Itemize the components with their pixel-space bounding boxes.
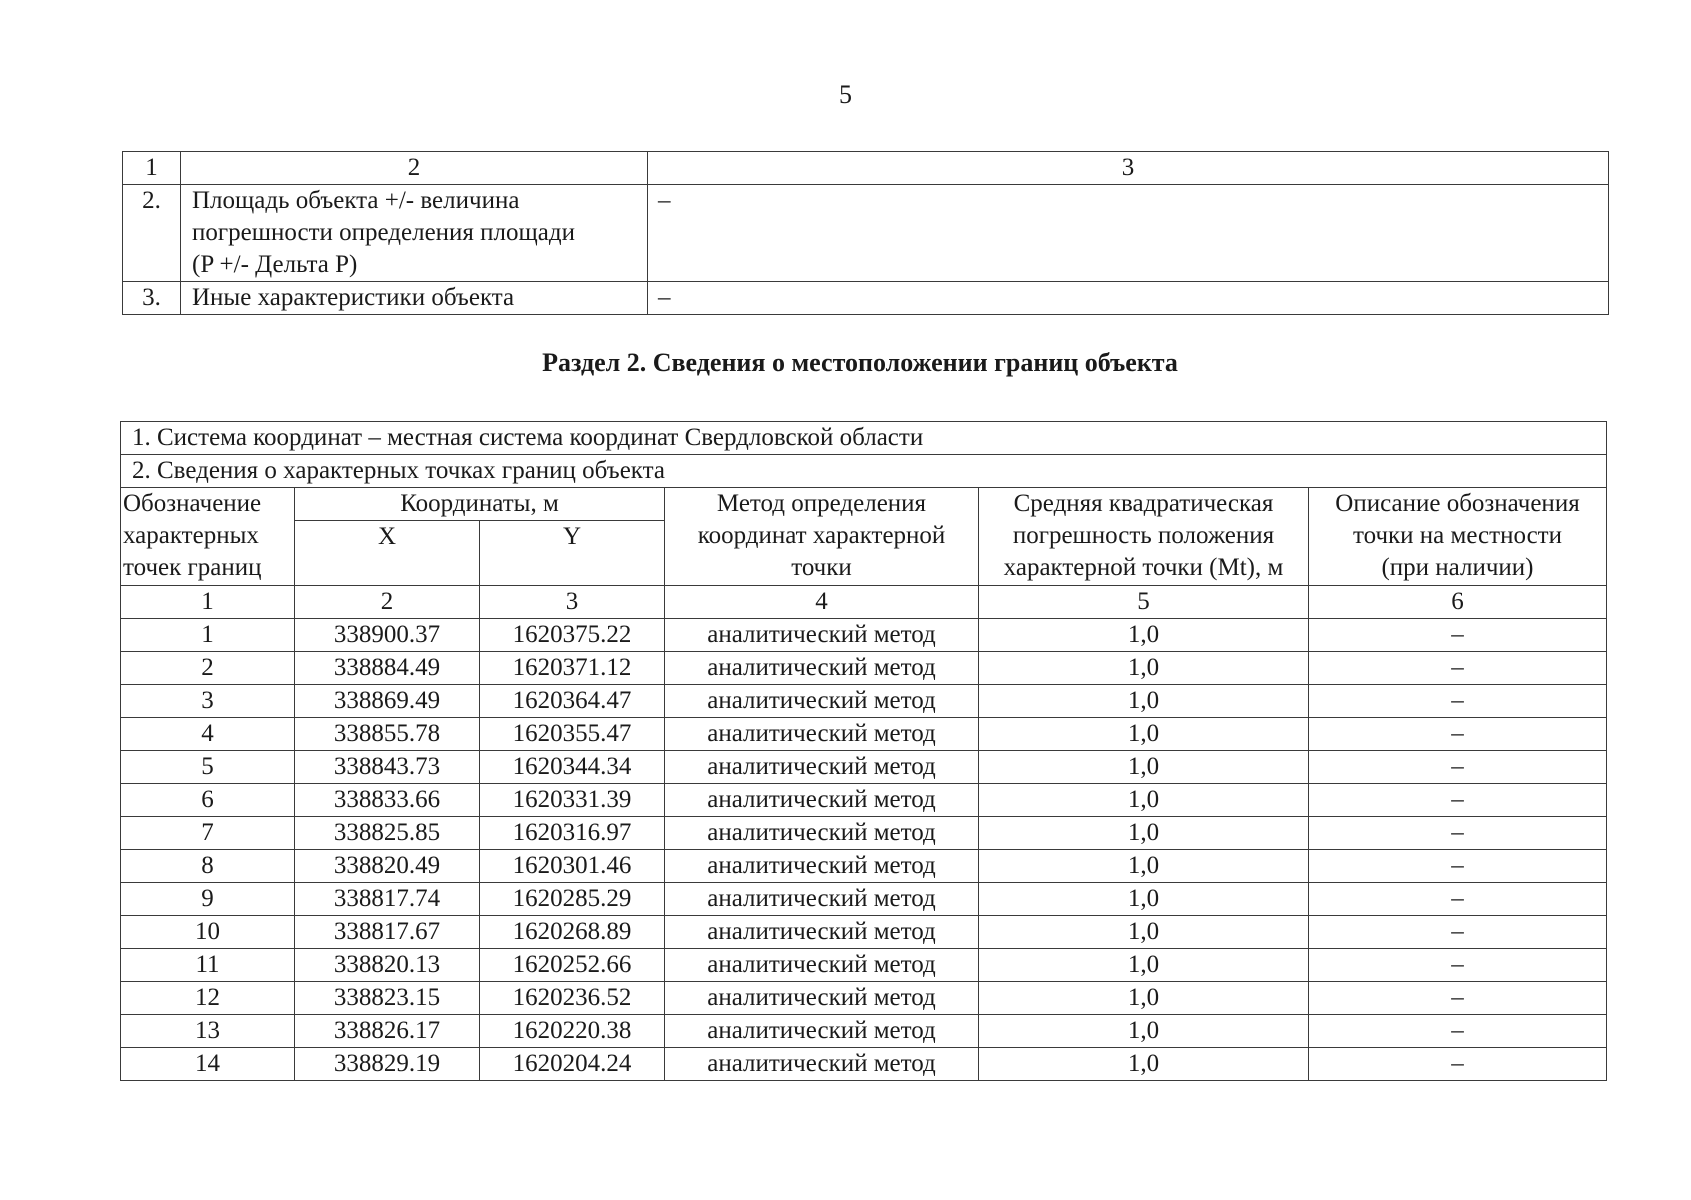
x-coordinate-cell: 338855.78 xyxy=(295,718,480,751)
method-cell: аналитический метод xyxy=(665,1015,979,1048)
error-cell: 1,0 xyxy=(979,916,1309,949)
x-coordinate-cell: 338884.49 xyxy=(295,652,480,685)
table1-row-name: Иные характеристики объекта xyxy=(181,282,648,315)
column-number: 4 xyxy=(665,586,979,619)
table-row xyxy=(121,751,1607,784)
table-row xyxy=(121,784,1607,817)
table-row xyxy=(121,982,1607,1015)
method-cell: аналитический метод xyxy=(665,784,979,817)
header-y: Y xyxy=(480,521,665,586)
x-coordinate-cell: 338820.49 xyxy=(295,850,480,883)
method-cell: аналитический метод xyxy=(665,949,979,982)
x-coordinate-cell: 338817.74 xyxy=(295,883,480,916)
error-cell: 1,0 xyxy=(979,817,1309,850)
column-number: 1 xyxy=(121,586,295,619)
y-coordinate-cell: 1620204.24 xyxy=(480,1048,665,1081)
table-row xyxy=(121,652,1607,685)
method-cell: аналитический метод xyxy=(665,982,979,1015)
header-designation: Обозначение характерных точек границ xyxy=(121,488,295,586)
method-cell: аналитический метод xyxy=(665,1048,979,1081)
point-number-cell: 8 xyxy=(121,850,295,883)
error-cell: 1,0 xyxy=(979,1048,1309,1081)
y-coordinate-cell: 1620364.47 xyxy=(480,685,665,718)
table1-header-col2: 2 xyxy=(181,152,648,185)
coord-system-row xyxy=(121,422,1607,455)
header-x: X xyxy=(295,521,480,586)
error-cell: 1,0 xyxy=(979,718,1309,751)
table1-header-col3: 3 xyxy=(648,152,1609,185)
description-cell: – xyxy=(1309,685,1607,718)
method-cell: аналитический метод xyxy=(665,685,979,718)
x-coordinate-cell: 338826.17 xyxy=(295,1015,480,1048)
x-coordinate-cell: 338869.49 xyxy=(295,685,480,718)
x-coordinate-cell: 338829.19 xyxy=(295,1048,480,1081)
table-row xyxy=(121,1015,1607,1048)
description-cell: – xyxy=(1309,916,1607,949)
table1-header-col1: 1 xyxy=(123,152,181,185)
table-row xyxy=(121,817,1607,850)
column-numbers-row xyxy=(121,586,1607,619)
point-number-cell: 12 xyxy=(121,982,295,1015)
points-title-row xyxy=(121,455,1607,488)
point-number-cell: 10 xyxy=(121,916,295,949)
point-number-cell: 4 xyxy=(121,718,295,751)
column-number: 2 xyxy=(295,586,480,619)
y-coordinate-cell: 1620375.22 xyxy=(480,619,665,652)
x-coordinate-cell: 338900.37 xyxy=(295,619,480,652)
area-line-1: Площадь объекта +/- величина xyxy=(192,187,520,214)
table-row xyxy=(121,916,1607,949)
point-number-cell: 11 xyxy=(121,949,295,982)
header-error: Средняя квадратическая погрешность положения характерной точки (Mt), м xyxy=(979,488,1309,586)
table1-header-row xyxy=(123,152,1609,185)
x-coordinate-cell: 338843.73 xyxy=(295,751,480,784)
error-cell: 1,0 xyxy=(979,652,1309,685)
x-coordinate-cell: 338817.67 xyxy=(295,916,480,949)
error-cell: 1,0 xyxy=(979,850,1309,883)
error-cell: 1,0 xyxy=(979,949,1309,982)
y-coordinate-cell: 1620268.89 xyxy=(480,916,665,949)
description-cell: – xyxy=(1309,949,1607,982)
point-number-cell: 14 xyxy=(121,1048,295,1081)
table1-row-value: – xyxy=(648,185,1609,282)
header-method: Метод определения координат характерной точки xyxy=(665,488,979,586)
column-number: 6 xyxy=(1309,586,1607,619)
x-coordinate-cell: 338823.15 xyxy=(295,982,480,1015)
method-cell: аналитический метод xyxy=(665,718,979,751)
table1-row-other xyxy=(123,282,1609,315)
points-body xyxy=(121,619,1607,1081)
y-coordinate-cell: 1620344.34 xyxy=(480,751,665,784)
table1-row-area xyxy=(123,185,1609,282)
y-coordinate-cell: 1620252.66 xyxy=(480,949,665,982)
point-number-cell: 3 xyxy=(121,685,295,718)
area-line-3: (P +/- Дельта P) xyxy=(192,251,358,278)
object-characteristics-table xyxy=(122,151,1609,315)
method-cell: аналитический метод xyxy=(665,817,979,850)
point-number-cell: 2 xyxy=(121,652,295,685)
description-cell: – xyxy=(1309,1015,1607,1048)
method-cell: аналитический метод xyxy=(665,619,979,652)
area-line-2: погрешности определения площади xyxy=(192,219,575,246)
table-row xyxy=(121,685,1607,718)
error-cell: 1,0 xyxy=(979,982,1309,1015)
table1-row-name xyxy=(181,185,648,282)
table1-row-number: 3. xyxy=(123,282,181,315)
description-cell: – xyxy=(1309,652,1607,685)
error-cell: 1,0 xyxy=(979,784,1309,817)
y-coordinate-cell: 1620371.12 xyxy=(480,652,665,685)
table-row xyxy=(121,949,1607,982)
point-number-cell: 9 xyxy=(121,883,295,916)
description-cell: – xyxy=(1309,850,1607,883)
error-cell: 1,0 xyxy=(979,751,1309,784)
points-title-text: 2. Сведения о характерных точках границ объекта xyxy=(121,455,1607,488)
page-number: 5 xyxy=(839,80,852,109)
description-cell: – xyxy=(1309,1048,1607,1081)
x-coordinate-cell: 338833.66 xyxy=(295,784,480,817)
description-cell: – xyxy=(1309,817,1607,850)
y-coordinate-cell: 1620316.97 xyxy=(480,817,665,850)
description-cell: – xyxy=(1309,718,1607,751)
description-cell: – xyxy=(1309,784,1607,817)
table-row xyxy=(121,883,1607,916)
error-cell: 1,0 xyxy=(979,685,1309,718)
column-number: 5 xyxy=(979,586,1309,619)
x-coordinate-cell: 338825.85 xyxy=(295,817,480,850)
method-cell: аналитический метод xyxy=(665,916,979,949)
y-coordinate-cell: 1620355.47 xyxy=(480,718,665,751)
description-cell: – xyxy=(1309,982,1607,1015)
error-cell: 1,0 xyxy=(979,1015,1309,1048)
table-row xyxy=(121,850,1607,883)
y-coordinate-cell: 1620285.29 xyxy=(480,883,665,916)
table2-header-row-1 xyxy=(121,488,1607,521)
section-title: Раздел 2. Сведения о местоположении границ объекта xyxy=(542,348,1178,377)
y-coordinate-cell: 1620331.39 xyxy=(480,784,665,817)
coord-system-text: 1. Система координат – местная система координат Свердловской области xyxy=(121,422,1607,455)
header-coordinates: Координаты, м xyxy=(295,488,665,521)
y-coordinate-cell: 1620236.52 xyxy=(480,982,665,1015)
y-coordinate-cell: 1620220.38 xyxy=(480,1015,665,1048)
method-cell: аналитический метод xyxy=(665,751,979,784)
table1-row-value: – xyxy=(648,282,1609,315)
point-number-cell: 1 xyxy=(121,619,295,652)
error-cell: 1,0 xyxy=(979,883,1309,916)
description-cell: – xyxy=(1309,751,1607,784)
header-description: Описание обозначения точки на местности (при наличии) xyxy=(1309,488,1607,586)
boundary-points-table xyxy=(120,421,1607,1081)
method-cell: аналитический метод xyxy=(665,652,979,685)
method-cell: аналитический метод xyxy=(665,850,979,883)
table1-row-number: 2. xyxy=(123,185,181,282)
point-number-cell: 5 xyxy=(121,751,295,784)
description-cell: – xyxy=(1309,883,1607,916)
x-coordinate-cell: 338820.13 xyxy=(295,949,480,982)
error-cell: 1,0 xyxy=(979,619,1309,652)
point-number-cell: 7 xyxy=(121,817,295,850)
column-number: 3 xyxy=(480,586,665,619)
table-row xyxy=(121,619,1607,652)
table-row xyxy=(121,718,1607,751)
y-coordinate-cell: 1620301.46 xyxy=(480,850,665,883)
table-row xyxy=(121,1048,1607,1081)
point-number-cell: 13 xyxy=(121,1015,295,1048)
method-cell: аналитический метод xyxy=(665,883,979,916)
point-number-cell: 6 xyxy=(121,784,295,817)
description-cell: – xyxy=(1309,619,1607,652)
